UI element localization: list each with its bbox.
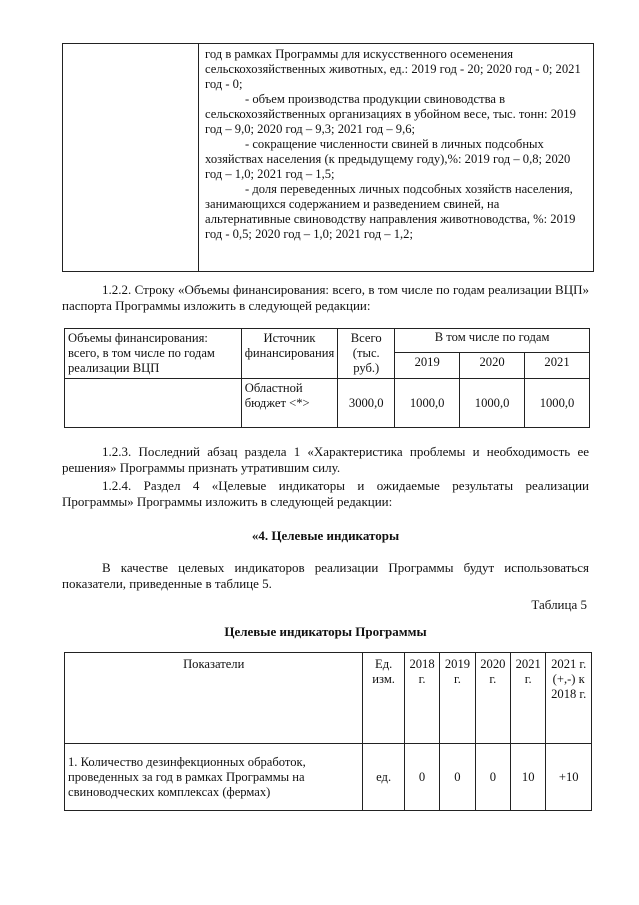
header-2019: 2019 г. — [440, 653, 475, 744]
program-passport-table-continuation — [62, 43, 594, 272]
unit-cell: ед. — [363, 744, 404, 811]
by-year-header: В том числе по годам — [395, 329, 590, 353]
paragraph-1-2-4: 1.2.4. Раздел 4 «Целевые индикаторы и ожидаемые результаты реализации Программы» Программы изложить в следующей редакции: — [62, 478, 589, 509]
value-2021-cell: 10 — [511, 744, 546, 811]
source-cell: Областной бюджет <*> — [241, 379, 338, 428]
year-header: 2021 — [525, 352, 590, 378]
table-label: Таблица 5 — [531, 597, 587, 612]
value-2020-cell: 0 — [475, 744, 510, 811]
section-paragraph: В качестве целевых индикаторов реализации Программы будут использоваться показатели, приведенные в таблице 5. — [62, 560, 589, 591]
indicator-name-cell: 1. Количество дезинфекционных обработок, проведенных за год в рамках Программы на свиноводческих комплексах (фермах) — [65, 744, 363, 811]
year-value-cell: 1000,0 — [395, 379, 460, 428]
header-2021: 2021 г. — [511, 653, 546, 744]
financing-row-label: Объемы финансирования: всего, в том числе по годам реализации ВЦП — [65, 329, 242, 379]
header-2020: 2020 г. — [475, 653, 510, 744]
total-header: Всего (тыс. руб.) — [338, 329, 395, 379]
table-title: Целевые индикаторы Программы — [224, 624, 427, 639]
value-2019-cell: 0 — [440, 744, 475, 811]
indicators-table — [64, 652, 592, 811]
paragraph-1-2-2: 1.2.2. Строку «Объемы финансирования: всего, в том числе по годам реализации ВЦП» паспорта Программы изложить в следующей редакции: — [62, 282, 589, 313]
header-indicator: Показатели — [65, 653, 363, 744]
financing-table — [64, 328, 590, 428]
indicators-text-cell — [199, 44, 594, 272]
value-2018-cell: 0 — [404, 744, 439, 811]
empty-cell — [65, 379, 242, 428]
indicator-line: - объем производства продукции свиноводства в сельскохозяйственных организациях в убойном весе, тыс. тонн: 2019 год – 9,0; 2020 год – 9,3; 2021 год – 9,6; — [205, 92, 576, 136]
year-header: 2020 — [460, 352, 525, 378]
change-cell: +10 — [546, 744, 592, 811]
header-2018: 2018 г. — [404, 653, 439, 744]
paragraph-1-2-3: 1.2.3. Последний абзац раздела 1 «Характеристика проблемы и необходимость ее решения» Программы признать утратившим силу. — [62, 444, 589, 475]
header-change: 2021 г. (+,-) к 2018 г. — [546, 653, 592, 744]
table-row — [65, 744, 592, 811]
header-unit: Ед. изм. — [363, 653, 404, 744]
year-value-cell: 1000,0 — [460, 379, 525, 428]
section-title: «4. Целевые индикаторы — [251, 528, 400, 543]
empty-label-cell — [63, 44, 199, 272]
indicator-line: - сокращение численности свиней в личных подсобных хозяйствах населения (к предыдущему году),%: 2019 год – 0,8; 2020 год – 1,0; 2021 год – 1,5; — [205, 137, 571, 181]
year-value-cell: 1000,0 — [525, 379, 590, 428]
year-header: 2019 — [395, 352, 460, 378]
indicator-line: год в рамках Программы для искусственного осеменения сельскохозяйственных животных, ед.: 2019 год - 20; 2020 год - 0; 2021 год - 0; — [205, 47, 581, 91]
indicator-line: - доля переведенных личных подсобных хозяйств населения, занимающихся содержанием и разведением свиней, на альтернативные свиноводству направления животноводства, %: 2019 год - 0,5; 2020 год – 1,0; 2021 год – 1,2; — [205, 182, 576, 241]
total-cell: 3000,0 — [338, 379, 395, 428]
source-header: Источник финансирования — [241, 329, 338, 379]
